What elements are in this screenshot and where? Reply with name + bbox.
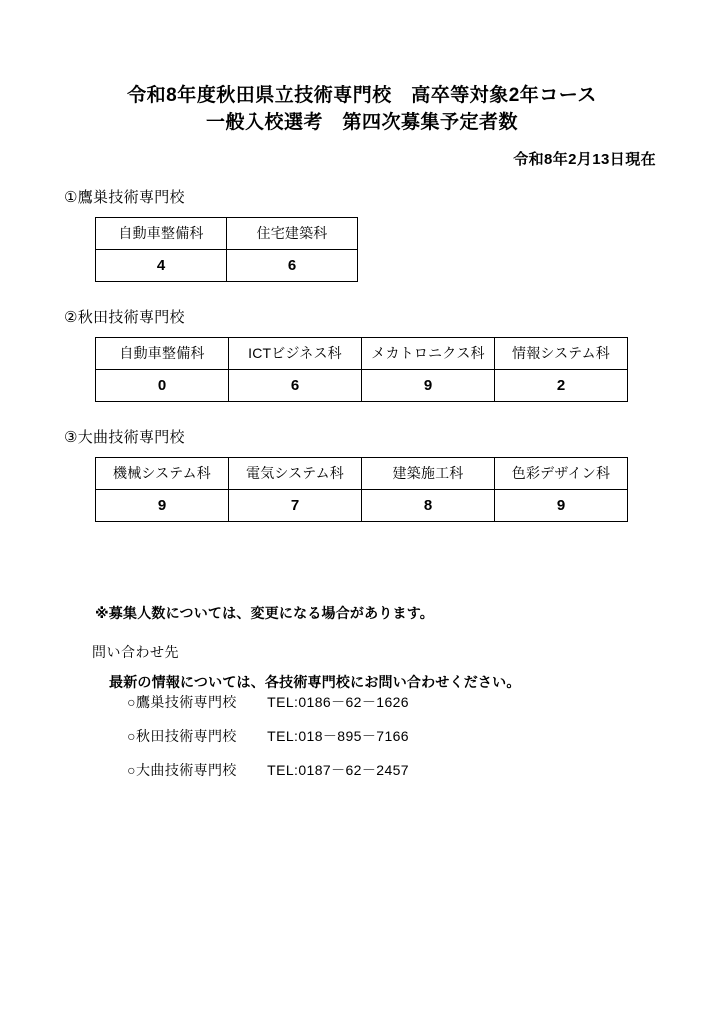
contact-school-name: ○秋田技術専門校 — [127, 728, 237, 744]
section-heading-3: ③大曲技術専門校 — [64, 429, 185, 446]
course-header: 機械システム科 — [96, 458, 229, 490]
course-header: 住宅建築科 — [227, 218, 358, 250]
note-line-1: ※募集人数については、変更になる場合があります。 — [95, 605, 435, 621]
quota-cell: 0 — [96, 370, 229, 402]
title-line-2: 一般入校選考 第四次募集予定者数 — [205, 112, 518, 133]
quota-cell: 6 — [227, 250, 358, 282]
quota-cell: 4 — [96, 250, 227, 282]
contact-entry-omagari — [110, 744, 409, 796]
as-of-date: 令和8年2月13日現在 — [513, 151, 656, 168]
course-header: 自動車整備科 — [96, 338, 229, 370]
title-line-1: 令和8年度秋田県立技術専門校 高卒等対象2年コース — [127, 85, 597, 106]
document-title — [0, 82, 724, 136]
contact-school-name: ○鷹巣技術専門校 — [127, 694, 237, 710]
quota-table-omagari — [95, 457, 628, 522]
quota-table-akita — [95, 337, 628, 402]
quota-cell: 6 — [229, 370, 362, 402]
course-header: メカトロニクス科 — [362, 338, 495, 370]
contact-phone-number: TEL:0187－62－2457 — [267, 762, 409, 778]
quota-cell: 9 — [495, 490, 628, 522]
quota-cell: 2 — [495, 370, 628, 402]
course-header: 自動車整備科 — [96, 218, 227, 250]
table-header-row — [96, 218, 358, 250]
table-header-row — [96, 458, 628, 490]
quota-cell: 9 — [96, 490, 229, 522]
table-row — [96, 250, 358, 282]
course-header: 情報システム科 — [495, 338, 628, 370]
contact-heading: 問い合わせ先 — [92, 644, 179, 660]
course-header: 建築施工科 — [362, 458, 495, 490]
contact-school-name: ○大曲技術専門校 — [127, 762, 237, 778]
note-line-2: 最新の情報については、各技術専門校にお問い合わせください。 — [109, 674, 521, 690]
section-heading-2: ②秋田技術専門校 — [64, 309, 185, 326]
course-header: ICTビジネス科 — [229, 338, 362, 370]
course-header: 色彩デザイン科 — [495, 458, 628, 490]
table-row — [96, 370, 628, 402]
quota-table-takanosu — [95, 217, 358, 282]
contact-phone-number: TEL:018－895－7166 — [267, 728, 409, 744]
quota-cell: 7 — [229, 490, 362, 522]
section-heading-1: ①鷹巣技術専門校 — [64, 189, 185, 206]
table-header-row — [96, 338, 628, 370]
contact-phone-number: TEL:0186－62－1626 — [267, 694, 409, 710]
table-row — [96, 490, 628, 522]
quota-cell: 9 — [362, 370, 495, 402]
course-header: 電気システム科 — [229, 458, 362, 490]
quota-cell: 8 — [362, 490, 495, 522]
